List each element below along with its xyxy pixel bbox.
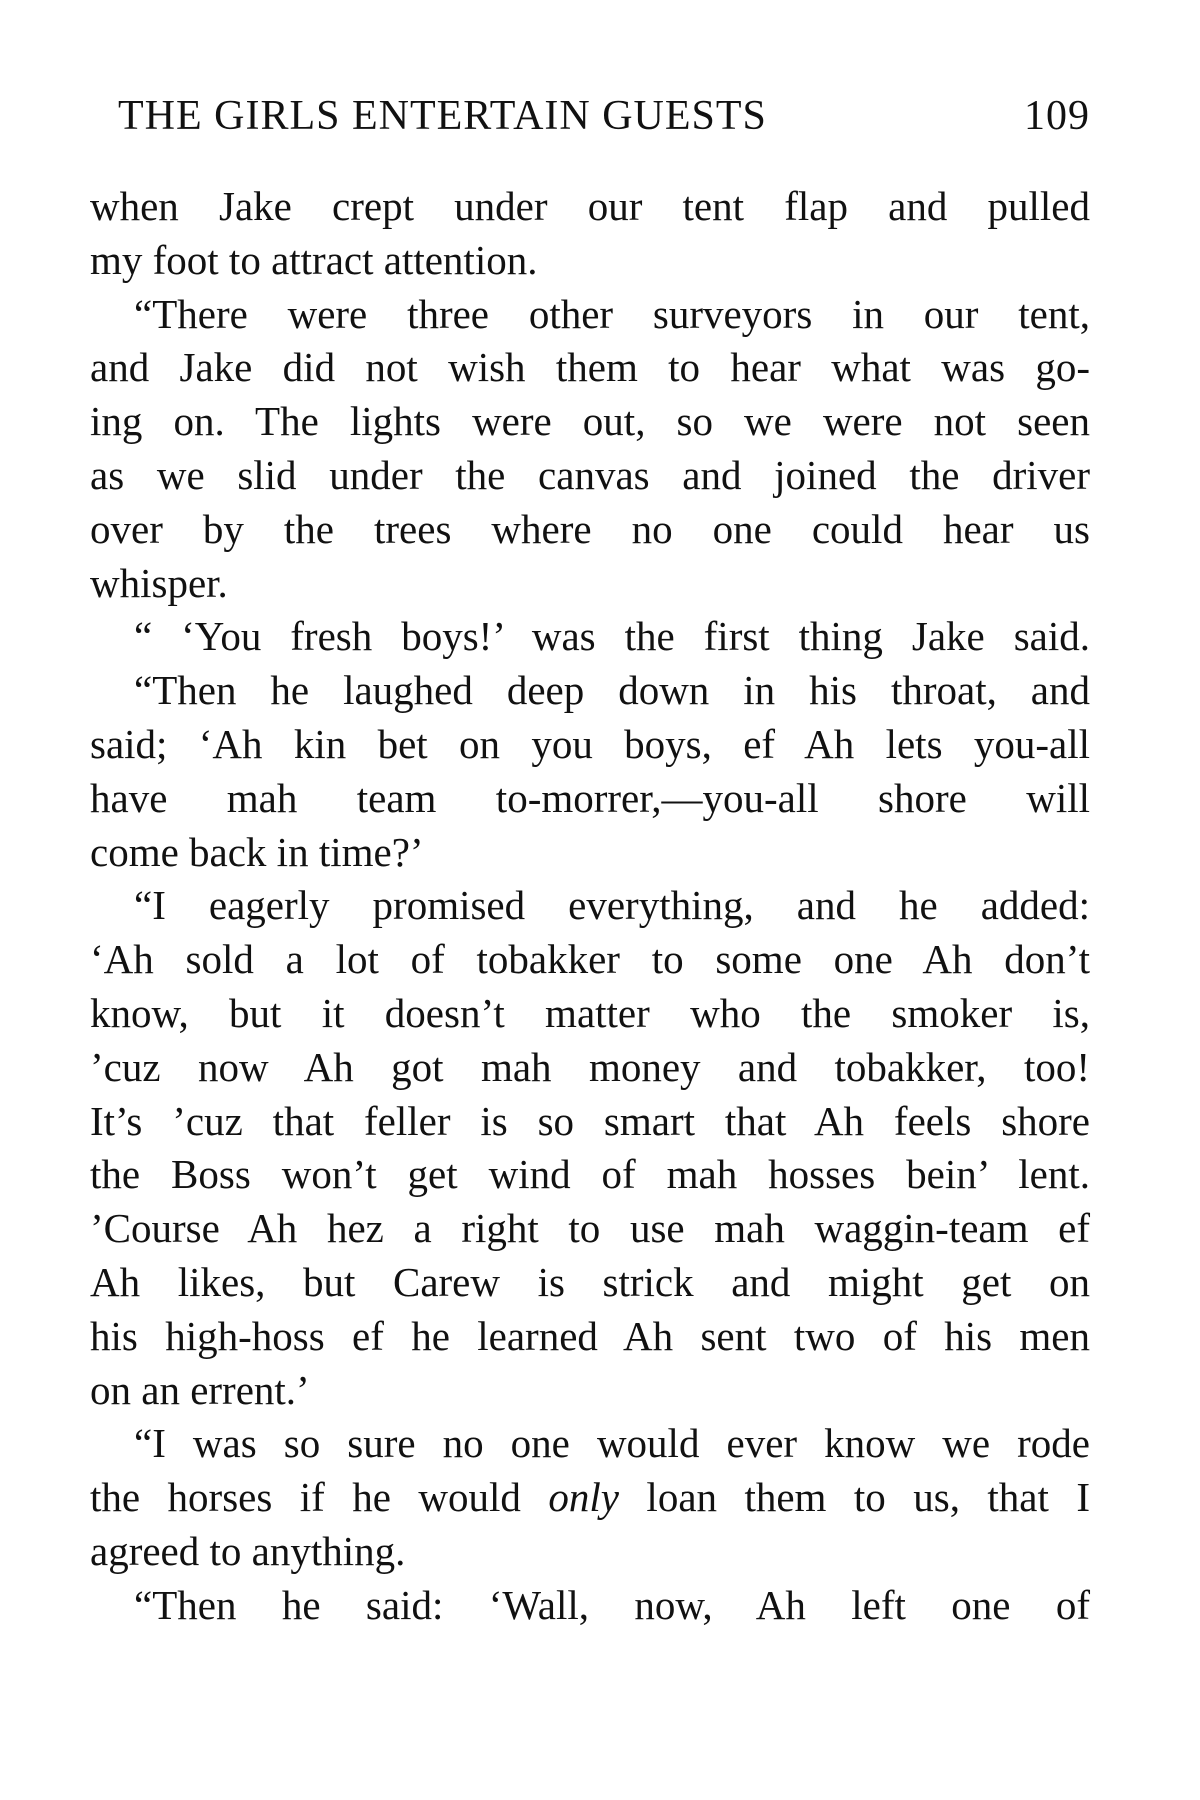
text-segment: loan them to us, that I	[618, 1474, 1090, 1521]
running-head	[118, 92, 1090, 152]
text-line: It’s ’cuz that feller is so smart that Ah feels shore	[90, 1097, 1090, 1144]
text-line: ’cuz now Ah got mah money and tobakker, too!	[90, 1043, 1090, 1090]
text-line: on an errent.’	[90, 1366, 310, 1413]
text-line: “I eagerly promised everything, and he added:	[134, 882, 1090, 929]
text-line: ’Course Ah hez a right to use mah waggin-team ef	[90, 1205, 1090, 1252]
text-line: whisper.	[90, 559, 228, 606]
text-line: have mah team to-morrer,—you-all shore will	[90, 774, 1090, 821]
italic-word: only	[548, 1474, 619, 1521]
body-text	[90, 180, 1090, 1633]
text-line: my foot to attract attention.	[90, 236, 538, 283]
text-line: and Jake did not wish them to hear what was go-	[90, 344, 1090, 391]
text-line: agreed to anything.	[90, 1527, 406, 1574]
text-line: said; ‘Ah kin bet on you boys, ef Ah lets you-all	[90, 720, 1090, 767]
text-line: come back in time?’	[90, 828, 424, 875]
text-line: over by the trees where no one could hear us	[90, 505, 1090, 552]
text-line: when Jake crept under our tent flap and pulled	[90, 183, 1090, 229]
text-line: “I was so sure no one would ever know we rode	[134, 1420, 1090, 1467]
chapter-title: THE GIRLS ENTERTAIN GUESTS	[118, 93, 767, 139]
text-line: “There were three other surveyors in our tent,	[134, 290, 1090, 337]
page-number: 109	[1024, 93, 1090, 139]
text-line: ‘Ah sold a lot of tobakker to some one Ah don’t	[90, 936, 1090, 983]
text-segment: the horses if he would	[90, 1474, 549, 1521]
text-line-with-italic	[90, 1471, 1090, 1525]
text-line: as we slid under the canvas and joined the driver	[90, 451, 1090, 498]
text-line: “Then he laughed deep down in his throat, and	[134, 667, 1090, 714]
text-line: “ ‘You fresh boys!’ was the first thing Jake said.	[134, 613, 1090, 660]
text-line: know, but it doesn’t matter who the smoker is,	[90, 989, 1090, 1036]
text-line: “Then he said: ‘Wall, now, Ah left one of	[134, 1581, 1090, 1628]
text-line: Ah likes, but Carew is strick and might get on	[90, 1258, 1090, 1305]
text-line: the Boss won’t get wind of mah hosses bein’ lent.	[90, 1151, 1090, 1198]
text-line: ing on. The lights were out, so we were not seen	[90, 398, 1090, 445]
text-line: his high-hoss ef he learned Ah sent two of his men	[90, 1312, 1090, 1359]
